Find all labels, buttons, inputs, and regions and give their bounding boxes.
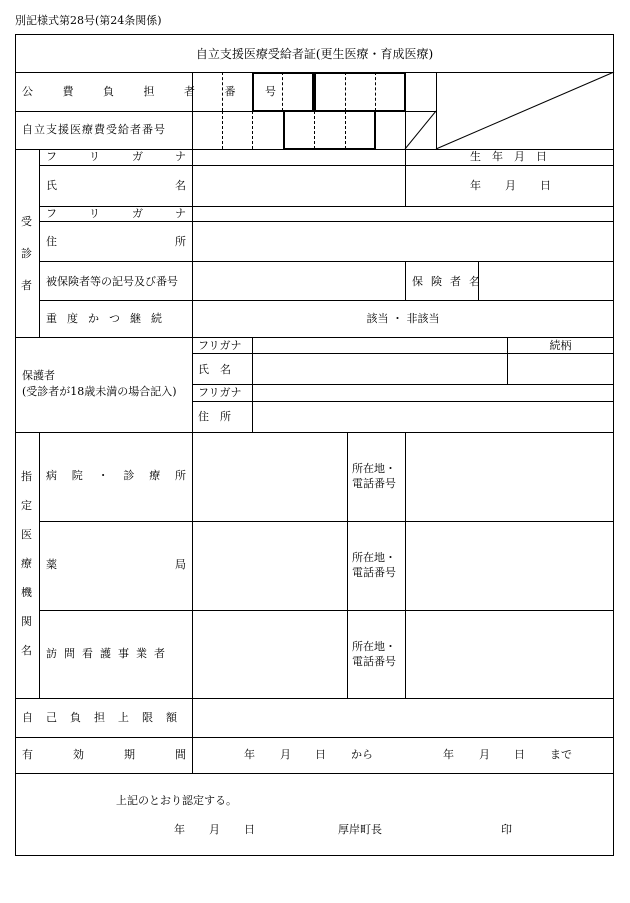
insurance-number-label: 被保険者等の記号及び番号 — [46, 275, 178, 288]
mayor-title: 厚岸町長 — [338, 823, 382, 836]
visiting-nursing-label: 訪問看護事業者 — [46, 647, 172, 660]
guardian-address-label: 住 所 — [198, 410, 231, 423]
validity-to-year: 年 — [443, 748, 454, 761]
validity-from-month: 月 — [280, 748, 291, 761]
validity-until-text: まで — [550, 748, 572, 761]
guardian-relation-label: 続柄 — [549, 339, 572, 352]
validity-from-text: から — [351, 748, 373, 761]
seal-mark: 印 — [501, 823, 512, 836]
pharmacy-label: 薬 局 — [46, 558, 186, 571]
location-phone-label: 所在地・ — [352, 640, 396, 653]
patient-section-label: 受 診 者 — [21, 215, 32, 292]
validity-label: 有 効 期 間 — [22, 748, 186, 761]
birth-date-label: 生年月日 — [470, 150, 558, 163]
severe-continuous-value: 該当 ・ 非該当 — [366, 312, 440, 325]
guardian-label: 保護者 — [22, 369, 55, 382]
location-phone-label-2: 電話番号 — [352, 655, 396, 668]
cert-month: 月 — [209, 823, 220, 836]
copay-limit-label: 自己負担上限額 — [22, 711, 190, 724]
guardian-furigana-label-2: フリガナ — [198, 386, 242, 399]
severe-continuous-label: 重度かつ継続 — [46, 312, 172, 325]
birth-month: 月 — [505, 179, 516, 192]
location-phone-label: 所在地・ — [352, 551, 396, 564]
patient-furigana-label: フ リ ガ ナ — [46, 150, 186, 163]
form-title: 自立支援医療受給者証(更生医療・育成医療) — [195, 47, 434, 61]
patient-address-label: 住 所 — [46, 235, 186, 248]
cert-day: 日 — [244, 823, 255, 836]
patient-name-label: 氏 名 — [46, 179, 186, 192]
location-phone-label: 所在地・ — [352, 462, 396, 475]
guardian-name-label: 氏 名 — [198, 363, 231, 376]
institution-section-label: 指 定 医 療 機 関 名 — [21, 470, 32, 657]
form-number: 別記様式第28号(第24条関係) — [15, 14, 162, 27]
location-phone-label-2: 電話番号 — [352, 566, 396, 579]
validity-to-day: 日 — [514, 748, 525, 761]
validity-to-month: 月 — [479, 748, 490, 761]
insurer-name-label: 保険者名 — [412, 275, 488, 288]
validity-from-day: 日 — [315, 748, 326, 761]
birth-day: 日 — [540, 179, 551, 192]
cert-year: 年 — [174, 823, 185, 836]
hospital-label: 病 院 ・ 診 療 所 — [46, 469, 186, 482]
certification-text: 上記のとおり認定する。 — [116, 794, 237, 807]
validity-from-year: 年 — [244, 748, 255, 761]
recipient-number-label: 自立支援医療費受給者番号 — [22, 123, 166, 136]
guardian-note: (受診者が18歳未満の場合記入) — [22, 385, 177, 398]
birth-year: 年 — [470, 179, 481, 192]
location-phone-label-2: 電話番号 — [352, 477, 396, 490]
guardian-furigana-label: フリガナ — [198, 339, 242, 352]
public-payer-number-label: 公 費 負 担 者 番 号 — [22, 85, 289, 98]
patient-furigana-label-2: フ リ ガ ナ — [46, 207, 186, 220]
